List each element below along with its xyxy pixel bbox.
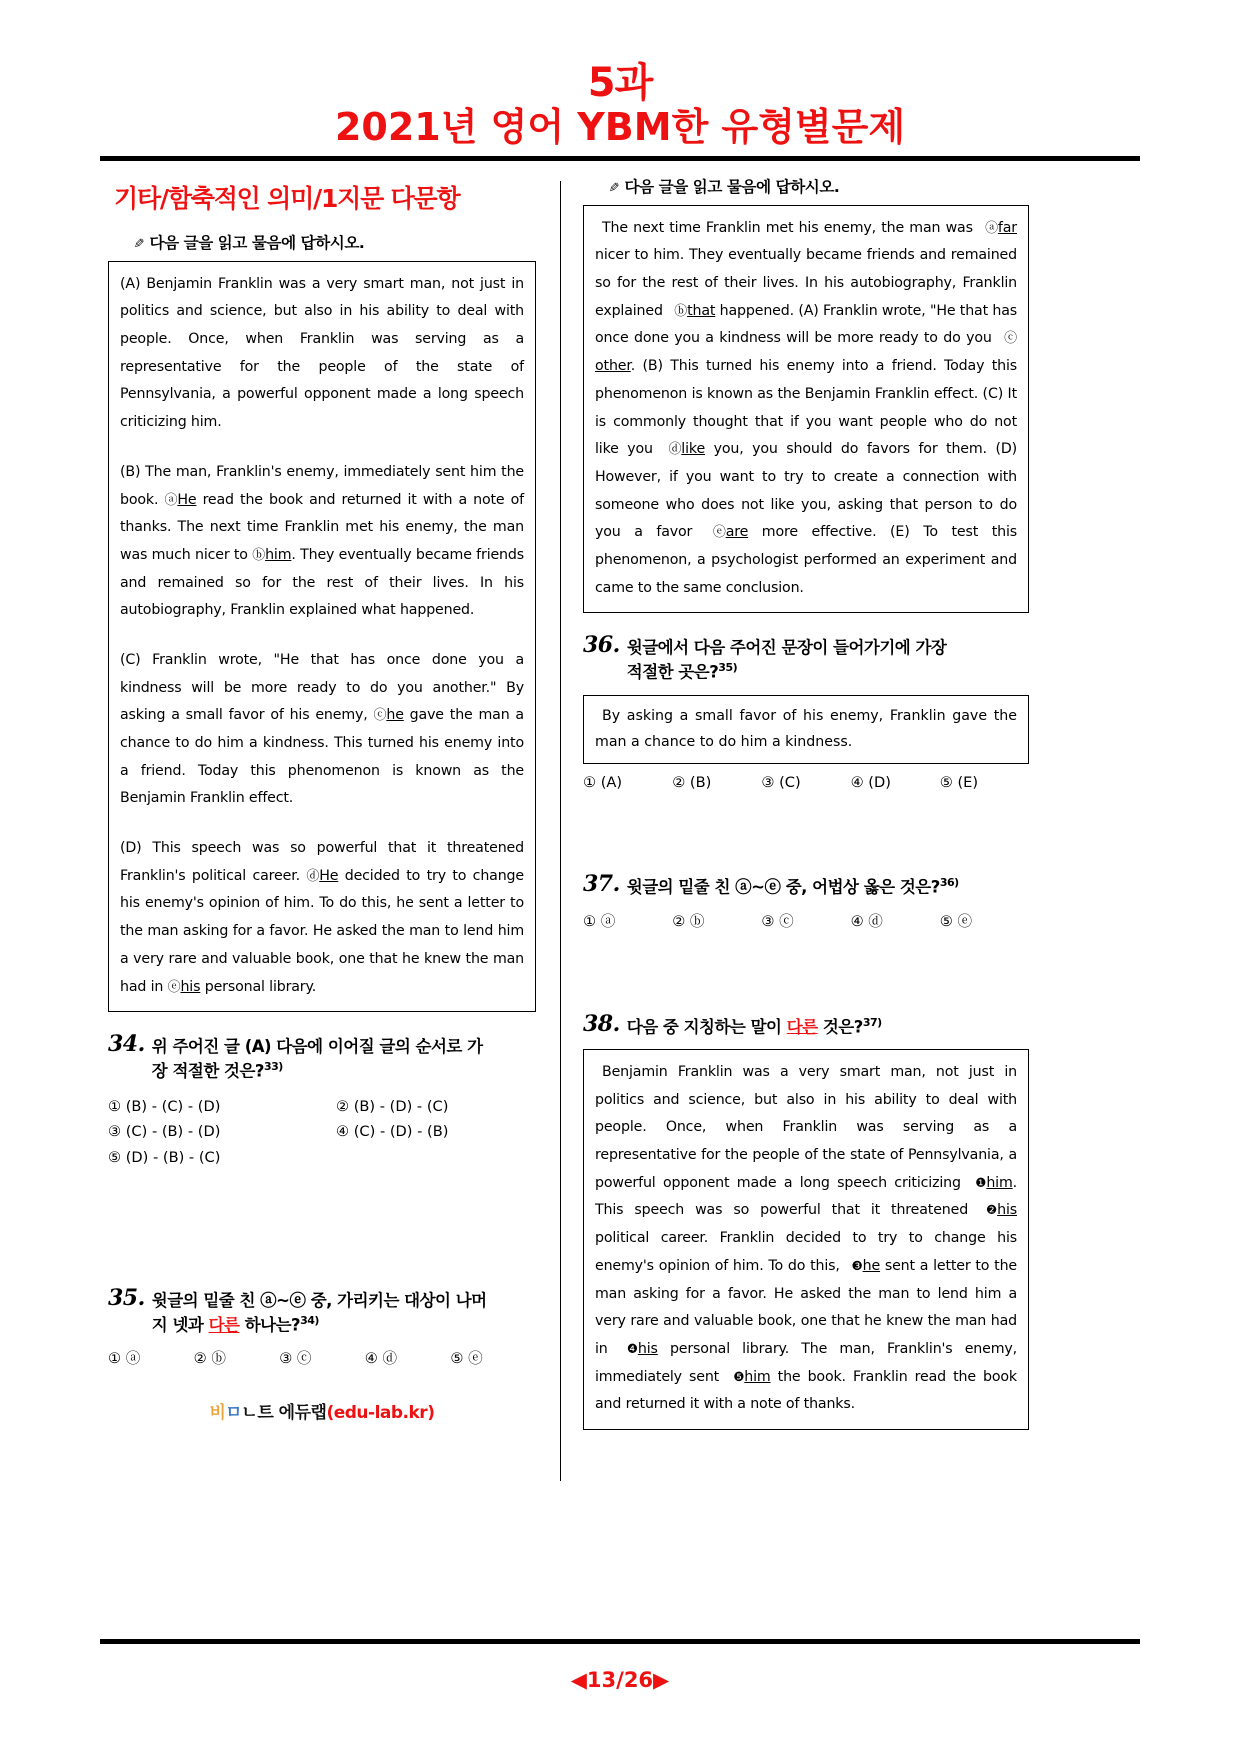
option-row [108,1094,536,1120]
page-header [0,0,1240,150]
option-34-4[interactable]: ④ (C) - (D) - (B) [336,1123,449,1141]
question-35-text [152,1286,487,1337]
question-36-text [627,633,947,684]
text-run: political career. Franklin decided to try to change his enemy's opinion of him. To do this, [595,1230,1017,1274]
logo-part-3: ㄴ [241,1403,258,1424]
question-36-line1: 윗글에서 다음 주어진 문장이 들어가기에 가장 [626,638,947,658]
option-35-5[interactable]: ⑤ ⓔ [450,1350,483,1368]
question-35-line2b: 하나는? [239,1315,301,1335]
question-36-footnote: 35) [718,661,738,675]
right-column [583,175,1029,1551]
option-36-4[interactable]: ④ (D) [850,774,891,792]
given-sentence: By asking a small favor of his enemy, Franklin gave the man a chance to do him a kindness. [595,707,1017,750]
marker-3: ❸ [851,1257,863,1273]
option-row [583,910,1029,931]
right-gap-spacer-2 [583,936,1029,992]
right-gap-spacer-1 [583,796,1029,852]
question-36 [583,633,1029,791]
logo-url: (edu-lab.kr) [326,1403,435,1424]
option-36-3[interactable]: ③ (C) [761,774,801,792]
underlined-him: him [265,546,292,563]
logo-part-2: ㅁ [225,1403,242,1424]
text-run: decided to try to change his enemy's opinion of him. To do this, he sent a letter to the man asking for a favor. He asked the man to lend him a very rare and valuable book, one that he knew the man had in [120,867,524,995]
marker-e: ⓔ [167,979,181,995]
question-34-head [108,1032,536,1083]
option-34-3[interactable]: ③ (C) - (B) - (D) [108,1123,221,1141]
question-37-label: 윗글의 밑줄 친 ⓐ~ⓔ 중, 어법상 옳은 것은? [626,877,940,897]
marker-c: ⓒ [373,708,387,724]
right-directive-text: 다음 글을 읽고 물음에 답하시오. [624,177,840,196]
question-35-head [108,1286,536,1337]
question-38 [583,1012,1029,1430]
marker-2: ❷ [986,1202,998,1218]
text-run: (B) The man, Franklin's enemy, immediately sent him the book. [120,463,524,508]
underlined-he: He [177,491,197,508]
text-run: (D) This speech was so powerful that it threatened Franklin's political career. [120,840,524,884]
option-37-3[interactable]: ③ ⓒ [761,912,794,930]
text-run: The next time Franklin met his enemy, the man was [602,219,979,236]
underlined-he-2: he [386,707,404,724]
marker-e: ⓔ [712,525,726,541]
question-34-footnote: 33) [263,1060,283,1074]
question-34-number: 34. [108,1031,145,1058]
text-run: happened. (A) Franklin wrote, "He that has once done you a kindness will be more ready to do you [595,302,1017,347]
option-row [108,1119,536,1145]
underlined-him-1: him [986,1174,1013,1191]
question-38-post: 것은? [817,1017,863,1037]
underlined-that: that [687,302,716,319]
underlined-him-5: him [744,1368,771,1385]
marker-a: ⓐ [985,220,998,236]
question-37-number: 37. [583,871,620,898]
text-run: nicer to him. They eventually became friends and remained so for the rest of their lives. In his autobiography, Franklin explained [595,247,1017,319]
left-directive-text: 다음 글을 읽고 물음에 답하시오. [149,233,365,252]
question-38-passage-box [583,1049,1029,1430]
page-title: 2021년 영어 YBM한 유형별문제 [334,105,906,149]
question-34-line1: 위 주어진 글 (A) 다음에 이어질 글의 순서로 가 [151,1037,483,1057]
question-34-text [152,1032,483,1083]
marker-b: ⓑ [252,547,266,563]
text-run: more effective. (E) To test this phenomenon, a psychologist performed an experiment and came to the same conclusion. [595,524,1017,596]
question-34-options [108,1094,536,1171]
question-35 [108,1286,536,1368]
question-37-text [627,872,959,899]
underlined-his-4: his [637,1340,658,1357]
marker-d: ⓓ [668,442,682,458]
question-37-footnote: 36) [939,876,959,890]
question-35-number: 35. [108,1285,145,1312]
lesson-number: 5과 [587,60,653,106]
option-37-1[interactable]: ① ⓐ [583,912,616,930]
question-37-head [583,872,1029,899]
underlined-like: like [681,441,706,458]
underlined-his: his [180,978,201,995]
marker-4: ❹ [626,1340,638,1356]
passage-paragraph-d [120,835,524,1001]
option-35-4[interactable]: ④ ⓓ [364,1350,398,1368]
text-run: the book. Franklin read the book and returned it with a note of thanks. [595,1368,1017,1413]
text-run: read the book and returned it with a note of thanks. The next time Franklin met his enemy, the man was much nicer to [120,491,524,563]
text-run: . (B) This turned his enemy into a friend. Today this phenomenon is known as the Benjamin Franklin effect. (C) It is commonly thought that if you want people who do not like you [595,358,1017,458]
underlined-are: are [725,524,749,541]
question-36-head [583,633,1029,684]
option-row [583,774,1029,791]
text-run: personal library. [200,978,317,995]
option-35-2[interactable]: ② ⓑ [193,1350,226,1368]
underlined-other: other [595,358,631,375]
question-36-number: 36. [583,632,620,659]
question-36-given-sentence-box [583,695,1029,765]
two-column-body [108,161,1142,1551]
footer-divider-rule [100,1639,1140,1644]
marker-a: ⓐ [164,492,178,508]
option-36-1[interactable]: ① (A) [583,774,623,792]
pencil-icon: ✎ [609,180,620,196]
option-row [108,1347,536,1368]
right-directive [609,175,1029,197]
marker-c: ⓒ [1004,331,1017,347]
option-36-5[interactable]: ⑤ (E) [939,774,979,792]
question-38-emphasis: 다른 [786,1017,818,1037]
question-38-number: 38. [583,1010,620,1037]
text-run: Benjamin Franklin was a very smart man, not just in politics and science, but also in his ability to deal with people. Once, when Franklin was serving as a representative for the people of the state of Pennsylvania, a powerful opponent made a long speech criticizing [595,1064,1017,1191]
question-35-footnote: 34) [300,1314,319,1328]
logo-part-4: 트 [257,1403,274,1424]
underlined-he-3: He [319,867,339,884]
question-35-line1: 윗글의 밑줄 친 ⓐ~ⓔ 중, 가리키는 대상이 나머 [151,1291,487,1311]
option-34-5[interactable]: ⑤ (D) - (B) - (C) [108,1148,221,1166]
option-37-2[interactable]: ② ⓑ [672,912,705,930]
question-38-footnote: 37) [862,1015,882,1029]
option-37-4[interactable]: ④ ⓓ [850,912,883,930]
underlined-he-3: he [862,1257,881,1274]
marker-5: ❺ [733,1368,745,1384]
left-passage-box [108,261,536,1013]
underlined-far: far [997,219,1017,236]
marker-1: ❶ [975,1174,987,1190]
right-passage-paragraph [595,215,1017,603]
pencil-icon: ✎ [134,236,145,252]
option-spacer [322,1145,536,1171]
text-run: gave the man a chance to do him a kindness. This turned his enemy into a friend. Today this phenomenon is known as the Benjamin Franklin effect. [120,707,524,807]
text-run: (C) Franklin wrote, "He that has once done you a kindness will be more ready to do you another." By asking a small favor of his enemy, [120,651,524,724]
question-35-options [108,1347,536,1368]
option-35-3[interactable]: ③ ⓒ [279,1350,312,1368]
passage-paragraph-a: (A) Benjamin Franklin was a very smart man, not just in politics and science, but also in his ability to deal with people. Once, when Franklin was serving as a representative for the people of the state of Pennsylvania, a powerful opponent made a long speech criticizing him. [120,275,524,431]
text-run: sent a letter to the man asking for a favor. He asked the man to lend him a very rare and valuable book, one that he knew the man had in [595,1257,1017,1357]
question-35-emphasis: 다른 [208,1315,240,1335]
question-34-line2: 장 적절한 것은? [151,1061,264,1081]
page-number: ◀13/26▶ [570,1668,670,1692]
option-36-2[interactable]: ② (B) [672,774,712,792]
text-run: . They eventually became friends and remained so for the rest of their lives. In his autobiography, Franklin explained what happened. [120,546,525,619]
publisher-logo [108,1398,536,1423]
question-37 [583,872,1029,930]
column-divider [560,181,561,1481]
text-run: . This speech was so powerful that it threatened [595,1174,1017,1219]
question-38-text [627,1012,882,1039]
text-run: personal library. The man, Franklin's enemy, immediately sent [595,1340,1017,1385]
question-34 [108,1032,536,1170]
logo-part-1: 비 [209,1403,226,1424]
logo-part-5: 에듀랩 [273,1403,327,1424]
underlined-his-2: his [997,1202,1017,1219]
option-37-5[interactable]: ⑤ ⓔ [939,912,973,930]
question-37-options [583,910,1029,931]
option-34-2[interactable]: ② (B) - (D) - (C) [336,1097,449,1115]
marker-b: ⓑ [674,303,688,319]
left-column [108,175,554,1551]
option-34-1[interactable]: ① (B) - (C) - (D) [108,1097,221,1115]
passage-paragraph-c [120,647,524,813]
question-35-line2a: 지 넷과 [151,1315,209,1335]
marker-d: ⓓ [306,868,320,884]
text-run: you, you should do favors for them. (D) However, if you want to try to create a connection with someone who does not like you, asking that person to do you a favor [595,441,1018,541]
option-row [108,1145,536,1171]
section-heading: 기타/함축적인 의미/1지문 다문항 [114,183,460,213]
right-passage-box [583,205,1029,614]
question-36-line2: 적절한 곳은? [626,662,719,682]
question-38-head [583,1012,1029,1039]
option-35-1[interactable]: ① ⓐ [108,1350,141,1368]
passage-paragraph-b [120,459,524,625]
question-38-passage [595,1059,1017,1419]
question-36-options [583,774,1029,791]
question-38-pre: 다음 중 지칭하는 말이 [626,1017,787,1037]
left-gap-spacer [108,1170,536,1266]
left-directive [134,231,536,253]
